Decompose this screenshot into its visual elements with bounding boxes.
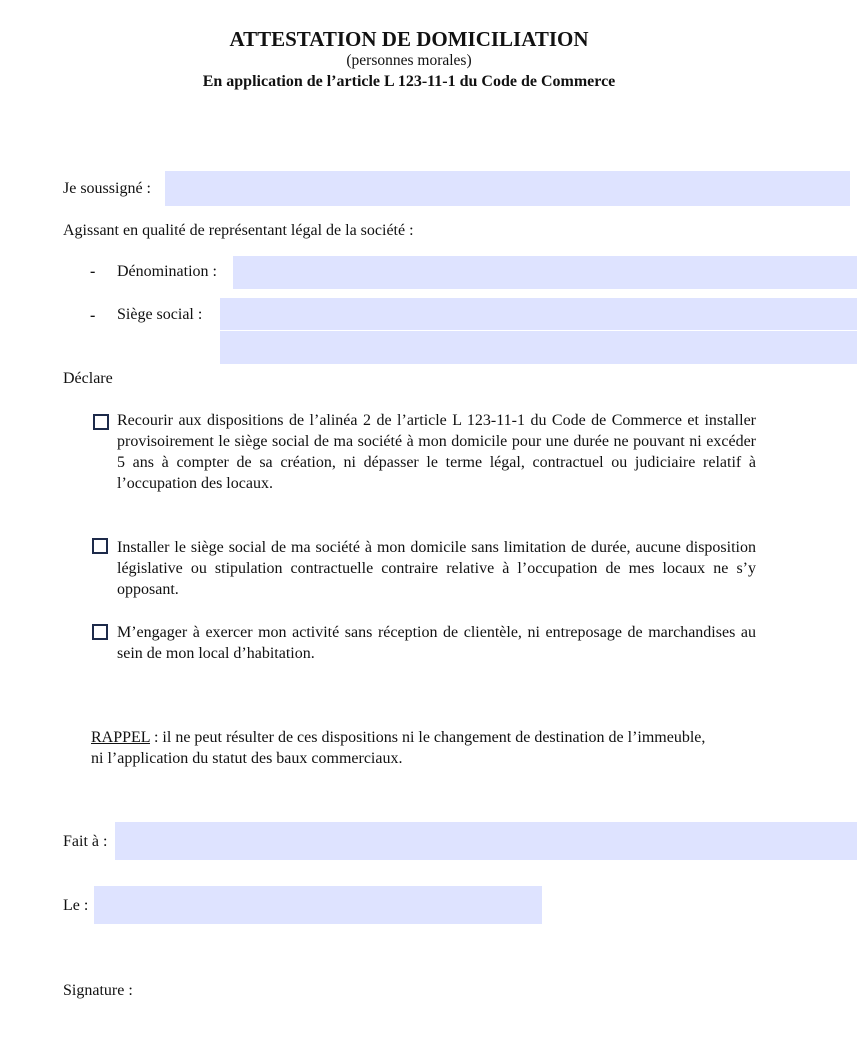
date-field[interactable] <box>94 886 542 924</box>
declares-label: Déclare <box>63 370 113 387</box>
bullet-dash: - <box>90 263 96 280</box>
document-title: ATTESTATION DE DOMICILIATION <box>229 27 589 51</box>
option-3-text: M’engager à exercer mon activité sans réception de clientèle, ni entreposage de marchandises au sein de mon local d’habitation. <box>117 624 756 662</box>
place-field[interactable] <box>115 822 857 860</box>
registered-office-label: Siège social : <box>117 306 203 323</box>
bullet-dash: - <box>90 307 96 324</box>
reminder-label: RAPPEL <box>91 729 150 746</box>
option-2-text: Installer le siège social de ma société à mon domicile sans limitation de durée, aucune disposition législative ou stipulation contractuelle contraire relative à l’occupation de mes locaux ne s’y opposant. <box>117 539 756 598</box>
undersigned-field[interactable] <box>165 171 850 206</box>
option-3-checkbox[interactable] <box>92 624 108 640</box>
document-subtitle: (personnes morales) <box>346 52 472 69</box>
option-2-checkbox[interactable] <box>92 538 108 554</box>
denomination-label: Dénomination : <box>117 263 217 280</box>
place-label: Fait à : <box>63 833 108 850</box>
legal-reference: En application de l’article L 123-11-1 du Code de Commerce <box>202 73 616 90</box>
option-1-text: Recourir aux dispositions de l’alinéa 2 de l’article L 123-11-1 du Code de Commerce et installer provisoirement le siège social de ma société à mon domicile pour une durée ne pouvant ni excéder 5 ans à compter de sa création, ni dépasser le terme légal, contractuel ou judiciaire relatif à l’occupation des locaux. <box>117 412 756 492</box>
undersigned-label: Je soussigné : <box>63 180 151 197</box>
denomination-field[interactable] <box>233 256 857 289</box>
registered-office-field-line2[interactable] <box>220 331 857 364</box>
reminder-text: : il ne peut résulter de ces dispositions ni le changement de destination de l’immeuble, ni l’application du statut des baux commerciaux. <box>91 729 706 767</box>
date-label: Le : <box>63 897 89 914</box>
reminder-note <box>91 727 711 769</box>
registered-office-field-line1[interactable] <box>220 298 857 330</box>
option-1-checkbox[interactable] <box>93 414 109 430</box>
capacity-text: Agissant en qualité de représentant légal de la société : <box>63 222 414 239</box>
signature-label: Signature : <box>63 982 133 999</box>
